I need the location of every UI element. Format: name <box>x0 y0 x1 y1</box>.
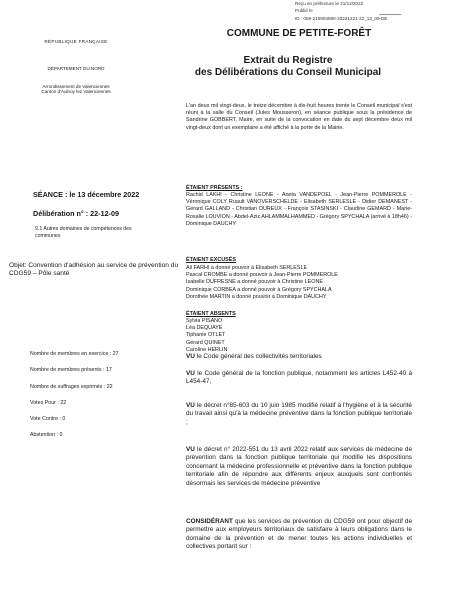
extrait-title-line2: des Délibérations du Conseil Municipal <box>194 67 382 78</box>
extrait-title-line1: Extrait du Registre <box>243 55 333 66</box>
stat-membres-exercice: Nombre de membres en exercice : 27 <box>30 351 119 357</box>
excuse-line: Pascal CROMBE a donné pouvoir à Jean-Pierre POMMEROLE <box>186 272 338 279</box>
visa-lead: VU <box>186 370 195 377</box>
excuse-line: Dominique CORBEA a donné pouvoir à Grégory SPYCHALA <box>186 286 332 293</box>
presents-heading: ÉTAIENT PRÉSENTS : <box>186 185 243 191</box>
deliberation-number: Délibération n° : 22-12-09 <box>33 209 119 218</box>
vote-stats <box>30 351 180 449</box>
absent-name: Gérard QUINET <box>186 339 225 346</box>
visa-text: le décret n°85-603 du 10 juin 1985 modifié relatif à l'hygiène et à la sécurité du travail ainsi qu'à la médecine préventive dans la fonction publique territoriale ; <box>186 402 412 426</box>
domain-label: 9.1 Autres domaines de compétences des communes <box>35 226 132 240</box>
absent-name: Caroline HERLIN <box>186 346 228 353</box>
extrait-title <box>168 55 408 79</box>
excuses-list <box>186 265 412 301</box>
visa-text: le Code général de la fonction publique, notamment les articles L452-40 à L454-47, <box>186 370 412 386</box>
canton-line: Canton d'Aulnoy lez Valenciennes <box>41 89 111 95</box>
stamp-received-line: Reçu en préfecture le 21/12/2022 <box>295 1 364 6</box>
visa-paragraph <box>186 370 412 387</box>
stat-votes-pour: Votes Pour : 22 <box>30 399 67 406</box>
visa-lead: VU <box>186 402 195 409</box>
stamp-id-line: ID : 059-215904590-20221221-22_12_09-DE <box>295 15 388 21</box>
absent-name: Tiphanie OTLET <box>186 332 226 339</box>
stat-suffrages: Nombre de suffrages exprimés : 22 <box>30 383 113 390</box>
visa-lead: VU <box>186 446 195 453</box>
visa-paragraph <box>186 353 412 361</box>
visa-text: le décret n° 2022-551 du 13 avril 2022 relatif aux services de médecine de prévention dans la fonction publique territoriale qui modifie les dispositions concernant la médecine professionnelle et préventive dans la fonction publique territoriale afin de répondre aux différents enjeux auxquels sont confrontés désormais les services de médecine préventive <box>186 446 412 487</box>
objet-label: Objet: Convention d'adhésion au service de prévention du CDG59 – Pôle santé <box>9 262 179 278</box>
visa-paragraph <box>186 446 412 488</box>
stamp-signature-mark <box>379 10 403 15</box>
considerant-lead: CONSIDÉRANT <box>186 518 233 525</box>
departement-header: DÉPARTEMENT DU NORD <box>47 66 105 71</box>
commune-title: COMMUNE DE PETITE-FORÊT <box>226 28 372 39</box>
absent-name: Léa DEQUAYE <box>186 325 223 332</box>
republique-header: RÉPUBLIQUE FRANÇAISE <box>44 39 108 44</box>
absents-list <box>186 318 412 354</box>
absents-heading: ÉTAIENT ABSENTS <box>186 311 236 317</box>
presents-list: Rachid LAKHI - Christine LEONE - Aneta VANDEPOEL - Jean-Pierre POMMEROLE - Véronique COLY Ruault VANOVERSCHELDE - Elisabeth SERLESLE - Didier DEMANEST - Gérard GALLAND - Christian DUREUX - François STASINSKI - Claudine GEMARD - Marie-Rosalie LOUVION - Abdel-Aziz AHLAMMALHAMMED - Grégory SPYCHALA (arrivé à 18h46) - Dominique DAUCHY <box>186 192 412 227</box>
arrondissement-canton <box>30 84 122 94</box>
intro-paragraph: L'an deux mil vingt-deux, le treize décembre à dix-huit heures trente le Conseil municipal s'est réuni à la salle du Conseil (Jules Mousseron), en séance publique sous la présidence de Sandrine GOBBERT, Maire, en suite de la convocation en date du sept décembre deux mil vingt-deux dont un exemplaire a été affiché à la porte de la Mairie. <box>186 103 412 131</box>
excuse-line: Ali FARHI a donné pouvoir à Elisabeth SERLESLE <box>186 265 308 271</box>
stat-membres-presents: Nombre de membres présents : 17 <box>30 367 112 374</box>
stat-vote-contre: Vote Contre : 0 <box>30 416 66 423</box>
absent-name: Sylvia PISANO <box>186 318 223 324</box>
prefecture-stamp <box>291 0 450 24</box>
stat-abstention: Abstention : 0 <box>30 432 63 439</box>
excuse-line: Isabelle DUFRESNE a donné pouvoir à Christine LEONE <box>186 279 323 286</box>
arrondissement-line: Arrondissement de Valenciennes <box>42 84 110 89</box>
visa-paragraph <box>186 402 412 427</box>
stamp-published-line: Publié le <box>295 8 313 14</box>
visa-lead: VU <box>186 353 195 360</box>
visa-text: le Code général des collectivités territoriales <box>194 353 322 360</box>
considerant-paragraph <box>186 518 412 552</box>
seance-date: SÉANCE : le 13 décembre 2022 <box>33 190 140 199</box>
excuses-heading: ÉTAIENT EXCUSÉS <box>186 257 236 263</box>
excuse-line: Dorothée MARTIN a donné pouvoir à Dominique DAUCHY <box>186 293 327 300</box>
considerant-text: que les services de prévention du CDG59 ont pour objectif de permettre aux employeurs territoriaux de satisfaire à leurs obligations dans le domaine de la prévention et de mener toutes les actions individuelles et collectives portant sur : <box>186 518 412 551</box>
